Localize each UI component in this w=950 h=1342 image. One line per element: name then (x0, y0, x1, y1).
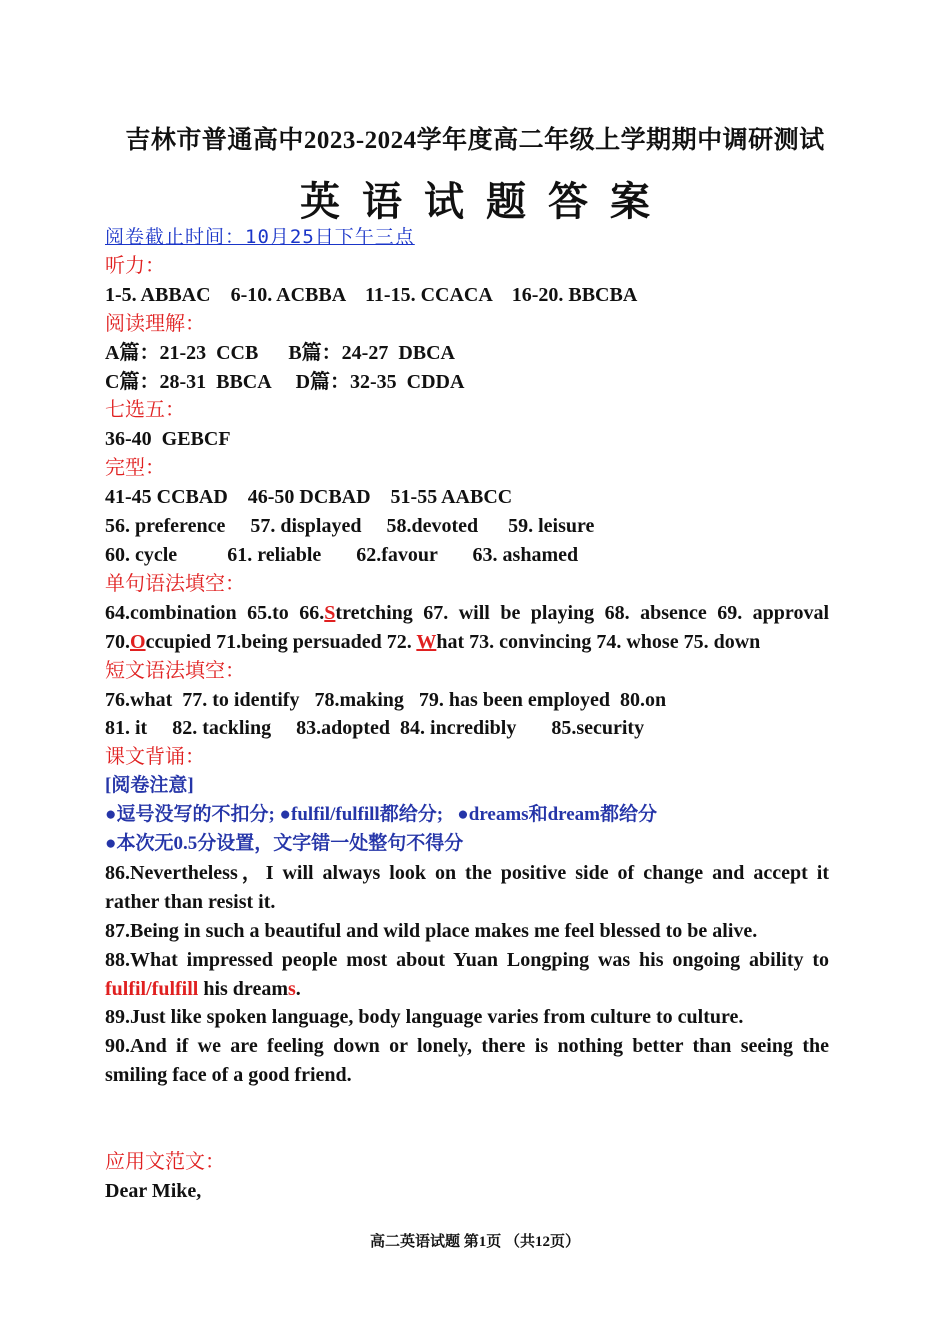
sentence-grammar-answers (105, 599, 829, 657)
blank-space (105, 1090, 829, 1148)
section-seven-five-label: 七选五： (105, 399, 185, 422)
grading-note-title: [阅卷注意] (105, 775, 194, 797)
recitation-88 (105, 946, 829, 1004)
section-writing-label: 应用文范文： (105, 1150, 225, 1173)
passage-grammar-answers-1: 76.what 77. to identify 78.making 79. has been employed 80.on (105, 688, 667, 711)
sg-text-3: ccupied 71.being persuaded 72. (145, 630, 417, 653)
answer-heading: 英语试题答案 (300, 179, 672, 224)
exam-title: 吉林市普通高中2023-2024学年度高二年级上学期期中调研测试 (125, 127, 825, 154)
recitation-90: 90.And if we are feeling down or lonely, there is nothing better than seeing the smiling face of a good friend. (105, 1035, 829, 1087)
sg-highlight-s: S (324, 601, 336, 624)
answer-content (105, 223, 829, 1206)
sg-text-4: hat 73. convincing 74. whose 75. down (436, 630, 761, 653)
letter-salutation: Dear Mike, (105, 1179, 202, 1202)
grading-note-1: ●逗号没写的不扣分; ●fulfil/fulfill都给分; ●dreams和dream都给分 (105, 804, 657, 826)
reading-answers-ab: A篇：21-23 CCB B篇：24-27 DBCA (105, 341, 455, 364)
reading-answers-cd: C篇：28-31 BBCA D篇：32-35 CDDA (105, 370, 465, 393)
section-listening-label: 听力： (105, 254, 165, 277)
section-sentence-grammar-label: 单句语法填空： (105, 572, 245, 595)
seven-five-answers: 36-40 GEBCF (105, 428, 231, 451)
page-footer: 高二英语试题 第1页 （共12页） (369, 1234, 580, 1250)
recitation-89: 89.Just like spoken language, body language varies from culture to culture. (105, 1006, 744, 1029)
cloze-answers-2: 56. preference 57. displayed 58.devoted 59. leisure (105, 515, 595, 538)
recitation-86: 86.Nevertheless，I will always look on the positive side of change and accept it rather than resist it. (105, 861, 829, 913)
section-cloze-label: 完型： (105, 457, 165, 480)
section-reading-label: 阅读理解： (105, 312, 205, 335)
passage-grammar-answers-2: 81. it 82. tackling 83.adopted 84. incredibly 85.security (105, 717, 645, 740)
s88-text-1: 88.What impressed people most about Yuan Longping was his ongoing ability to (105, 948, 829, 971)
section-recitation-label: 课文背诵： (105, 746, 205, 769)
sg-text-1: 64.combination 65.to 66. (105, 601, 325, 624)
cloze-answers-3: 60. cycle 61. reliable 62.favour 63. ashamed (105, 543, 579, 566)
s88-highlight-s: s (287, 977, 296, 1000)
s88-highlight-fulfil: fulfil/fulfill (105, 977, 199, 1000)
s88-text-2: his dream (198, 977, 288, 1000)
grading-deadline: 阅卷截止时间：10月25日下午三点 (105, 226, 415, 248)
s88-text-3: . (295, 977, 301, 1000)
section-passage-grammar-label: 短文语法填空： (105, 659, 245, 682)
cloze-answers-1: 41-45 CCBAD 46-50 DCBAD 51-55 AABCC (105, 486, 513, 509)
sg-highlight-o: O (130, 630, 146, 653)
sg-highlight-w: W (416, 630, 437, 653)
recitation-87: 87.Being in such a beautiful and wild place makes me feel blessed to be alive. (105, 919, 758, 942)
listening-answers: 1-5. ABBAC 6-10. ACBBA 11-15. CCACA 16-20. BBCBA (105, 283, 638, 306)
sg-text-2: tretching 67. will be playing 68. absence 69. approval 70. (105, 601, 829, 653)
grading-note-2: ●本次无0.5分设置，文字错一处整句不得分 (105, 833, 464, 855)
